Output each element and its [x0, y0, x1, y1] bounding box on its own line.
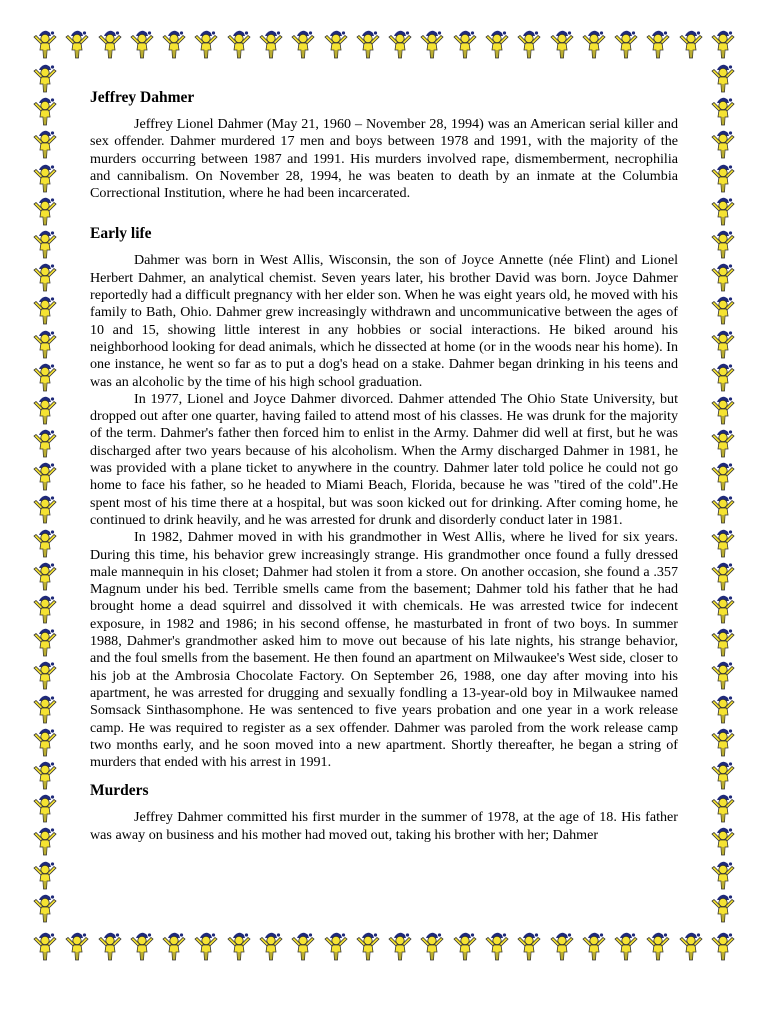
document-title: Jeffrey Dahmer: [90, 89, 195, 106]
yellow-figure-with-blue-cap-icon: [159, 28, 189, 60]
page-border-left: [30, 62, 60, 924]
yellow-figure-with-blue-cap-icon: [288, 28, 318, 60]
yellow-figure-with-blue-cap-icon: [676, 28, 706, 60]
yellow-figure-with-blue-cap-icon: [256, 28, 286, 60]
yellow-figure-with-blue-cap-icon: [30, 460, 60, 492]
yellow-figure-with-blue-cap-icon: [30, 493, 60, 525]
yellow-figure-with-blue-cap-icon: [288, 930, 318, 962]
yellow-figure-with-blue-cap-icon: [708, 195, 738, 227]
yellow-figure-with-blue-cap-icon: [159, 930, 189, 962]
yellow-figure-with-blue-cap-icon: [708, 593, 738, 625]
yellow-figure-with-blue-cap-icon: [708, 460, 738, 492]
yellow-figure-with-blue-cap-icon: [30, 825, 60, 857]
yellow-figure-with-blue-cap-icon: [127, 930, 157, 962]
yellow-figure-with-blue-cap-icon: [127, 28, 157, 60]
page-border-right: [708, 62, 738, 924]
yellow-figure-with-blue-cap-icon: [708, 294, 738, 326]
yellow-figure-with-blue-cap-icon: [385, 28, 415, 60]
yellow-figure-with-blue-cap-icon: [708, 493, 738, 525]
yellow-figure-with-blue-cap-icon: [30, 62, 60, 94]
yellow-figure-with-blue-cap-icon: [95, 28, 125, 60]
yellow-figure-with-blue-cap-icon: [30, 95, 60, 127]
page-border-top: [30, 28, 738, 60]
yellow-figure-with-blue-cap-icon: [579, 930, 609, 962]
document-body: [90, 88, 678, 844]
yellow-figure-with-blue-cap-icon: [191, 28, 221, 60]
page-border-bottom: [30, 930, 738, 962]
yellow-figure-with-blue-cap-icon: [62, 28, 92, 60]
yellow-figure-with-blue-cap-icon: [321, 930, 351, 962]
yellow-figure-with-blue-cap-icon: [708, 95, 738, 127]
yellow-figure-with-blue-cap-icon: [676, 930, 706, 962]
yellow-figure-with-blue-cap-icon: [708, 726, 738, 758]
yellow-figure-with-blue-cap-icon: [708, 162, 738, 194]
yellow-figure-with-blue-cap-icon: [30, 930, 60, 962]
yellow-figure-with-blue-cap-icon: [62, 930, 92, 962]
yellow-figure-with-blue-cap-icon: [30, 693, 60, 725]
yellow-figure-with-blue-cap-icon: [30, 659, 60, 691]
yellow-figure-with-blue-cap-icon: [708, 792, 738, 824]
yellow-figure-with-blue-cap-icon: [95, 930, 125, 962]
paragraph: In 1982, Dahmer moved in with his grandmother in West Allis, where he lived for six years. During this time, his behavior grew increasingly strange. His grandmother once found a fully dressed male mannequin in his closet; Dahmer had stolen it from a store. On another occasion, she found a .357 Magnum under his bed. Terrible smells came from the basement; Dahmer told his father that he had brought home a dead squirrel and dissolved it with chemicals. He was arrested twice for indecent exposure, in 1982 and 1986; in his second offense, he masturbated in front of two boys. In summer 1988, Dahmer's grandmother asked him to move out because of his late nights, his strange behavior, and the foul smells from the basement. He then found an apartment on Milwaukee's West side, closer to his job at the Ambrosia Chocolate Factory. On September 26, 1988, one day after moving into his apartment, he was arrested for drugging and sexually fondling a 13-year-old boy in Milwaukee named Somsack Sinthasomphone. He was sentenced to five years probation and one year in a work release camp. He was required to register as a sex offender. Dahmer was paroled from the work release camp two months early, and he soon moved into a new apartment. Shortly thereafter, he began a string of murders that ended with his arrest in 1991.: [90, 529, 678, 771]
yellow-figure-with-blue-cap-icon: [708, 659, 738, 691]
yellow-figure-with-blue-cap-icon: [611, 930, 641, 962]
yellow-figure-with-blue-cap-icon: [191, 930, 221, 962]
yellow-figure-with-blue-cap-icon: [30, 294, 60, 326]
yellow-figure-with-blue-cap-icon: [708, 261, 738, 293]
yellow-figure-with-blue-cap-icon: [708, 759, 738, 791]
yellow-figure-with-blue-cap-icon: [353, 28, 383, 60]
yellow-figure-with-blue-cap-icon: [579, 28, 609, 60]
yellow-figure-with-blue-cap-icon: [30, 593, 60, 625]
intro-paragraph: Jeffrey Lionel Dahmer (May 21, 1960 – November 28, 1994) was an American serial killer and sex offender. Dahmer murdered 17 men and boys between 1978 and 1991, with the majority of the murders occurring between 1987 and 1991. His murders involved rape, dismemberment, necrophilia and cannibalism. On November 28, 1994, he was beaten to death by an inmate at the Columbia Correctional Institution, where he had been incarcerated.: [90, 116, 678, 202]
yellow-figure-with-blue-cap-icon: [385, 930, 415, 962]
yellow-figure-with-blue-cap-icon: [256, 930, 286, 962]
yellow-figure-with-blue-cap-icon: [708, 626, 738, 658]
yellow-figure-with-blue-cap-icon: [30, 427, 60, 459]
yellow-figure-with-blue-cap-icon: [547, 28, 577, 60]
yellow-figure-with-blue-cap-icon: [643, 930, 673, 962]
yellow-figure-with-blue-cap-icon: [708, 128, 738, 160]
yellow-figure-with-blue-cap-icon: [30, 792, 60, 824]
yellow-figure-with-blue-cap-icon: [30, 759, 60, 791]
yellow-figure-with-blue-cap-icon: [708, 930, 738, 962]
yellow-figure-with-blue-cap-icon: [30, 527, 60, 559]
yellow-figure-with-blue-cap-icon: [30, 394, 60, 426]
yellow-figure-with-blue-cap-icon: [708, 892, 738, 924]
paragraph: Jeffrey Dahmer committed his first murder in the summer of 1978, at the age of 18. His father was away on business and his mother had moved out, taking his brother with her; Dahmer: [90, 809, 678, 843]
yellow-figure-with-blue-cap-icon: [643, 28, 673, 60]
yellow-figure-with-blue-cap-icon: [353, 930, 383, 962]
section-heading-murders: Murders: [90, 782, 149, 800]
yellow-figure-with-blue-cap-icon: [708, 560, 738, 592]
yellow-figure-with-blue-cap-icon: [450, 930, 480, 962]
yellow-figure-with-blue-cap-icon: [30, 162, 60, 194]
section-heading-early-life: Early life: [90, 225, 152, 243]
yellow-figure-with-blue-cap-icon: [30, 726, 60, 758]
yellow-figure-with-blue-cap-icon: [708, 62, 738, 94]
yellow-figure-with-blue-cap-icon: [708, 859, 738, 891]
yellow-figure-with-blue-cap-icon: [514, 930, 544, 962]
yellow-figure-with-blue-cap-icon: [30, 28, 60, 60]
yellow-figure-with-blue-cap-icon: [30, 261, 60, 293]
yellow-figure-with-blue-cap-icon: [708, 361, 738, 393]
yellow-figure-with-blue-cap-icon: [417, 28, 447, 60]
yellow-figure-with-blue-cap-icon: [450, 28, 480, 60]
yellow-figure-with-blue-cap-icon: [30, 560, 60, 592]
yellow-figure-with-blue-cap-icon: [482, 930, 512, 962]
yellow-figure-with-blue-cap-icon: [321, 28, 351, 60]
paragraph: In 1977, Lionel and Joyce Dahmer divorced. Dahmer attended The Ohio State University, but dropped out after one quarter, having failed to attend most of his classes. He was drunk for the majority of the term. Dahmer's father then forced him to enlist in the Army. Dahmer did well at first, but he was discharged after two years because of his alcoholism. When the Army discharged Dahmer in 1981, he was provided with a plane ticket to anywhere in the country. Dahmer later told police he could not go home to face his father, so he headed to Miami Beach, Florida, because he was "tired of the cold".He spent most of his time there at a hospital, but was soon kicked out for drinking. After coming home, he continued to drink heavily, and he was arrested for drunk and disorderly conduct later in 1981.: [90, 390, 678, 528]
yellow-figure-with-blue-cap-icon: [30, 195, 60, 227]
yellow-figure-with-blue-cap-icon: [30, 892, 60, 924]
yellow-figure-with-blue-cap-icon: [30, 859, 60, 891]
yellow-figure-with-blue-cap-icon: [30, 328, 60, 360]
yellow-figure-with-blue-cap-icon: [224, 28, 254, 60]
yellow-figure-with-blue-cap-icon: [417, 930, 447, 962]
yellow-figure-with-blue-cap-icon: [611, 28, 641, 60]
yellow-figure-with-blue-cap-icon: [708, 527, 738, 559]
yellow-figure-with-blue-cap-icon: [708, 394, 738, 426]
yellow-figure-with-blue-cap-icon: [30, 626, 60, 658]
yellow-figure-with-blue-cap-icon: [482, 28, 512, 60]
yellow-figure-with-blue-cap-icon: [708, 825, 738, 857]
yellow-figure-with-blue-cap-icon: [547, 930, 577, 962]
yellow-figure-with-blue-cap-icon: [708, 693, 738, 725]
yellow-figure-with-blue-cap-icon: [224, 930, 254, 962]
yellow-figure-with-blue-cap-icon: [708, 427, 738, 459]
yellow-figure-with-blue-cap-icon: [708, 328, 738, 360]
yellow-figure-with-blue-cap-icon: [30, 128, 60, 160]
yellow-figure-with-blue-cap-icon: [708, 228, 738, 260]
yellow-figure-with-blue-cap-icon: [514, 28, 544, 60]
yellow-figure-with-blue-cap-icon: [30, 228, 60, 260]
paragraph: Dahmer was born in West Allis, Wisconsin, the son of Joyce Annette (née Flint) and Lionel Herbert Dahmer, an analytical chemist. Seven years later, his brother David was born. Joyce Dahmer reportedly had a difficult pregnancy with her elder son. When he was eight years old, he moved with his family to Bath, Ohio. Dahmer grew increasingly withdrawn and uncommunicative between the ages of 10 and 15, showing little interest in any hobbies or social interactions. He biked around his neighborhood looking for dead animals, which he dissected at home (or in the woods near his home). In one instance, he went so far as to put a dog's head on a stake. Dahmer began drinking in his teens and was an alcoholic by the time of his high school graduation.: [90, 252, 678, 390]
yellow-figure-with-blue-cap-icon: [708, 28, 738, 60]
yellow-figure-with-blue-cap-icon: [30, 361, 60, 393]
